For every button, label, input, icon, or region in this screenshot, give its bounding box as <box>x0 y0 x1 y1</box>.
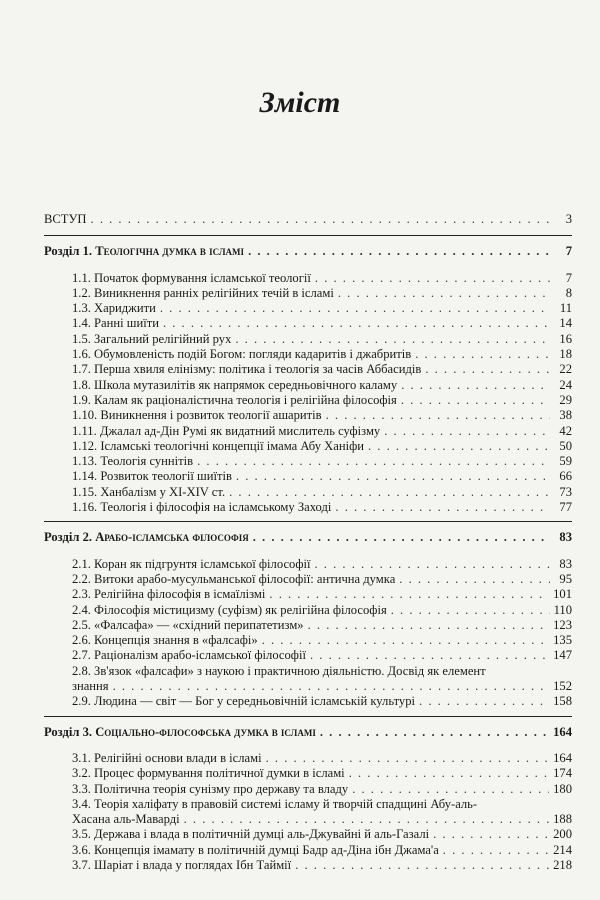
dot-leader <box>269 587 549 602</box>
toc-page-number: 95 <box>559 571 572 586</box>
toc-page-number: 180 <box>553 781 572 796</box>
toc-entry-continuation <box>72 679 572 694</box>
toc-entry <box>44 286 572 301</box>
toc-entry <box>44 648 572 663</box>
dot-leader <box>443 843 549 858</box>
dot-leader <box>391 603 550 618</box>
toc-entry-label: 3.4. Теорія халіфату в правовій системі ісламу й творчій спадщині Абу-аль- <box>72 796 478 811</box>
toc-entry-label: 2.2. Витоки арабо-мусульманської філософії: антична думка <box>72 571 396 586</box>
toc-page-number: 83 <box>559 530 572 545</box>
toc-chapter-heading <box>44 530 572 545</box>
dot-leader <box>368 439 550 454</box>
toc-entry-label: 1.2. Виникнення ранніх релігійних течій в ісламі <box>72 285 334 300</box>
toc-entry-label: 2.9. Людина — світ — Бог у середньовічній ісламській культурі <box>72 694 416 709</box>
spacer <box>44 717 572 725</box>
toc-page-number: 77 <box>559 500 572 515</box>
dot-leader <box>184 812 549 827</box>
dot-leader <box>320 725 549 740</box>
toc-entry <box>44 603 572 618</box>
toc-page-number: 174 <box>553 766 572 781</box>
toc-page-number: 164 <box>553 724 572 739</box>
toc-entry-label: 1.6. Обумовленість подій Богом: погляди кадаритів і джабритів <box>72 347 412 362</box>
toc-page-number: 42 <box>559 423 572 438</box>
dot-leader <box>236 469 550 484</box>
toc-entry <box>44 782 572 797</box>
dot-leader <box>401 393 550 408</box>
dot-leader <box>197 454 550 469</box>
toc-chapter-heading <box>44 725 572 740</box>
toc-page-number: 66 <box>559 469 572 484</box>
dot-leader <box>91 212 550 227</box>
toc-entry <box>44 633 572 648</box>
toc-entry-label-cont: знання <box>72 679 109 694</box>
toc-entry-label: 3.2. Процес формування політичної думки в ісламі <box>72 766 345 781</box>
toc-page-number: 18 <box>559 347 572 362</box>
toc-page-number: 38 <box>559 408 572 423</box>
toc-page-number: 7 <box>565 244 572 259</box>
spacer <box>44 260 572 271</box>
toc-page-number: 135 <box>553 633 572 648</box>
toc-entry-label: 1.14. Розвиток теології шиїтів <box>72 469 232 484</box>
toc-entry <box>44 362 572 377</box>
toc-entry-label: 2.1. Коран як підгрунтя ісламської філософії <box>72 556 311 571</box>
toc-chapter-heading <box>44 244 572 259</box>
toc-page-number: 11 <box>559 301 572 316</box>
toc-page-number: 59 <box>559 454 572 469</box>
toc-entry-label: 3.7. Шаріат і влада у поглядах Ібн Таймії <box>72 857 292 872</box>
toc-page-number: 14 <box>559 316 572 331</box>
toc-entry-continuation <box>72 812 572 827</box>
toc-entry-label: 2.6. Концепція знання в «фалсафі» <box>72 633 258 648</box>
toc-entry <box>44 618 572 633</box>
dot-leader <box>349 766 549 781</box>
chapter-number: Розділ 2. <box>44 530 93 545</box>
toc-entry <box>44 408 572 423</box>
toc-page-number: 123 <box>553 617 572 632</box>
toc-entry-label: 1.13. Теологія суннітів <box>72 454 194 469</box>
toc-page-number: 147 <box>553 648 572 663</box>
dot-leader <box>248 244 550 259</box>
toc-entry <box>44 858 572 873</box>
dot-leader <box>315 557 551 572</box>
dot-leader <box>425 362 550 377</box>
toc-entry-intro <box>44 212 572 227</box>
toc-entry <box>44 454 572 469</box>
toc-entry <box>44 378 572 393</box>
toc-page-number: 110 <box>553 602 572 617</box>
toc-page-number: 8 <box>565 285 572 300</box>
dot-leader <box>433 827 549 842</box>
toc-entry <box>44 469 572 484</box>
toc-entry-label: 1.11. Джалал ад-Дін Румі як видатний мислитель суфізму <box>72 423 381 438</box>
toc-entry <box>44 827 572 842</box>
chapter-title <box>44 244 248 259</box>
toc-entry <box>44 664 572 695</box>
toc-entry-label: 2.5. «Фалсафа» — «східний перипатетизм» <box>72 617 304 632</box>
toc-entry <box>44 485 572 500</box>
toc-entry-label: ВСТУП <box>44 212 87 226</box>
dot-leader <box>253 530 550 545</box>
toc-entry <box>44 797 572 828</box>
toc-entry-label: 1.5. Загальний релігійний рух <box>72 331 232 346</box>
dot-leader <box>262 633 549 648</box>
chapter-title <box>44 725 320 740</box>
toc-entry-label: 1.12. Ісламські теологічні концепції імама Абу Ханіфи <box>72 438 364 453</box>
toc-entry <box>44 332 572 347</box>
spacer <box>44 522 572 530</box>
toc-entry <box>44 301 572 316</box>
toc-page-number: 24 <box>559 377 572 392</box>
dot-leader <box>235 332 550 347</box>
toc-page-number: 73 <box>559 484 572 499</box>
toc-entry-label: 2.8. Зв'язок «фалсафи» з наукою і практичною діяльністю. Досвід як елемент <box>72 663 486 678</box>
dot-leader <box>163 316 550 331</box>
toc-entry <box>44 843 572 858</box>
toc-page-number: 7 <box>565 270 572 285</box>
toc-entry-label: 1.8. Школа мутазилітів як напрямок середньовічного каламу <box>72 377 398 392</box>
toc-entry-label: 1.10. Виникнення і розвиток теології ашаритів <box>72 408 322 423</box>
page-title: Зміст <box>259 86 341 119</box>
toc-entry-label: 3.5. Держава і влада в політичній думці аль-Джувайні й аль-Газалі <box>72 827 430 842</box>
dot-leader <box>384 424 550 439</box>
dot-leader <box>266 751 550 766</box>
dot-leader <box>335 500 550 515</box>
chapter-name: Арабо-ісламська філософія <box>95 530 249 545</box>
toc-entry-label: 1.4. Ранні шиїти <box>72 316 159 331</box>
toc-entry <box>44 751 572 766</box>
toc-entry-label: 2.3. Релігійна філософія в ісмаїлізмі <box>72 587 266 602</box>
dot-leader <box>160 301 550 316</box>
toc-entry-label-cont: Хасана аль-Маварді <box>72 812 180 827</box>
toc-page-number: 83 <box>559 556 572 571</box>
toc-entry-label: 3.6. Концепція імамату в політичній думці Бадр ад-Діна ібн Джама'а <box>72 842 439 857</box>
dot-leader <box>326 408 550 423</box>
dot-leader <box>113 679 550 694</box>
toc-entry-label: 1.1. Початок формування ісламської теології <box>72 270 311 285</box>
toc-entry <box>44 316 572 331</box>
toc-entry-label: 1.3. Хариджити <box>72 301 156 316</box>
toc-entry <box>44 557 572 572</box>
toc-entry-label: 2.7. Раціоналізм арабо-ісламської філософії <box>72 648 306 663</box>
toc-entry <box>44 500 572 515</box>
toc-entry <box>44 347 572 362</box>
toc-entry-label: 3.1. Релігійні основи влади в ісламі <box>72 750 262 765</box>
toc-page-number: 29 <box>559 392 572 407</box>
spacer <box>44 227 572 235</box>
chapter-name: Соціально-філософська думка в ісламі <box>95 724 316 739</box>
toc-page-number: 188 <box>553 812 572 827</box>
chapter-number: Розділ 3. <box>44 724 93 739</box>
chapter-title <box>44 530 253 545</box>
dot-leader <box>399 572 550 587</box>
dot-leader <box>310 648 549 663</box>
toc-entry-label: 1.15. Ханбалізм у ХІ-ХІV ст. <box>72 484 226 499</box>
dot-leader <box>338 286 550 301</box>
toc-page-number: 16 <box>559 331 572 346</box>
table-of-contents <box>44 212 572 879</box>
toc-entry-label: 1.16. Теологія і філософія на ісламському Заході <box>72 500 332 515</box>
toc-entry-label: 1.7. Перша хвиля елінізму: політика і теологія за часів Аббасидів <box>72 362 422 377</box>
spacer <box>44 873 572 879</box>
toc-entry-label: 2.4. Філософія містицизму (суфізм) як релігійна філософія <box>72 602 387 617</box>
toc-page-number: 200 <box>553 827 572 842</box>
toc-page-number: 218 <box>553 857 572 872</box>
toc-entry-label: 1.9. Калам як раціоналістична теологія і релігійна філософія <box>72 392 397 407</box>
spacer <box>44 546 572 557</box>
dot-leader <box>419 694 549 709</box>
toc-entry-label: 3.3. Політична теорія сунізму про державу та владу <box>72 781 349 796</box>
spacer <box>44 236 572 244</box>
toc-page-number: 152 <box>553 679 572 694</box>
dot-leader <box>315 271 550 286</box>
toc-entry <box>44 766 572 781</box>
chapter-name: Теологічна думка в ісламі <box>95 244 245 259</box>
spacer <box>44 740 572 751</box>
chapter-number: Розділ 1. <box>44 244 93 259</box>
toc-entry <box>44 439 572 454</box>
dot-leader <box>295 858 549 873</box>
toc-page-number: 164 <box>553 750 572 765</box>
toc-page-number: 3 <box>565 212 572 226</box>
toc-entry <box>44 587 572 602</box>
toc-page-number: 158 <box>553 694 572 709</box>
dot-leader <box>415 347 550 362</box>
toc-entry <box>44 393 572 408</box>
toc-entry <box>44 424 572 439</box>
dot-leader <box>229 485 550 500</box>
toc-page-number: 101 <box>553 587 572 602</box>
toc-page-number: 22 <box>559 362 572 377</box>
toc-page-number: 50 <box>559 438 572 453</box>
toc-entry <box>44 572 572 587</box>
toc-entry <box>44 694 572 709</box>
toc-entry <box>44 271 572 286</box>
dot-leader <box>308 618 550 633</box>
dot-leader <box>401 378 550 393</box>
toc-page-number: 214 <box>553 842 572 857</box>
dot-leader <box>352 782 549 797</box>
